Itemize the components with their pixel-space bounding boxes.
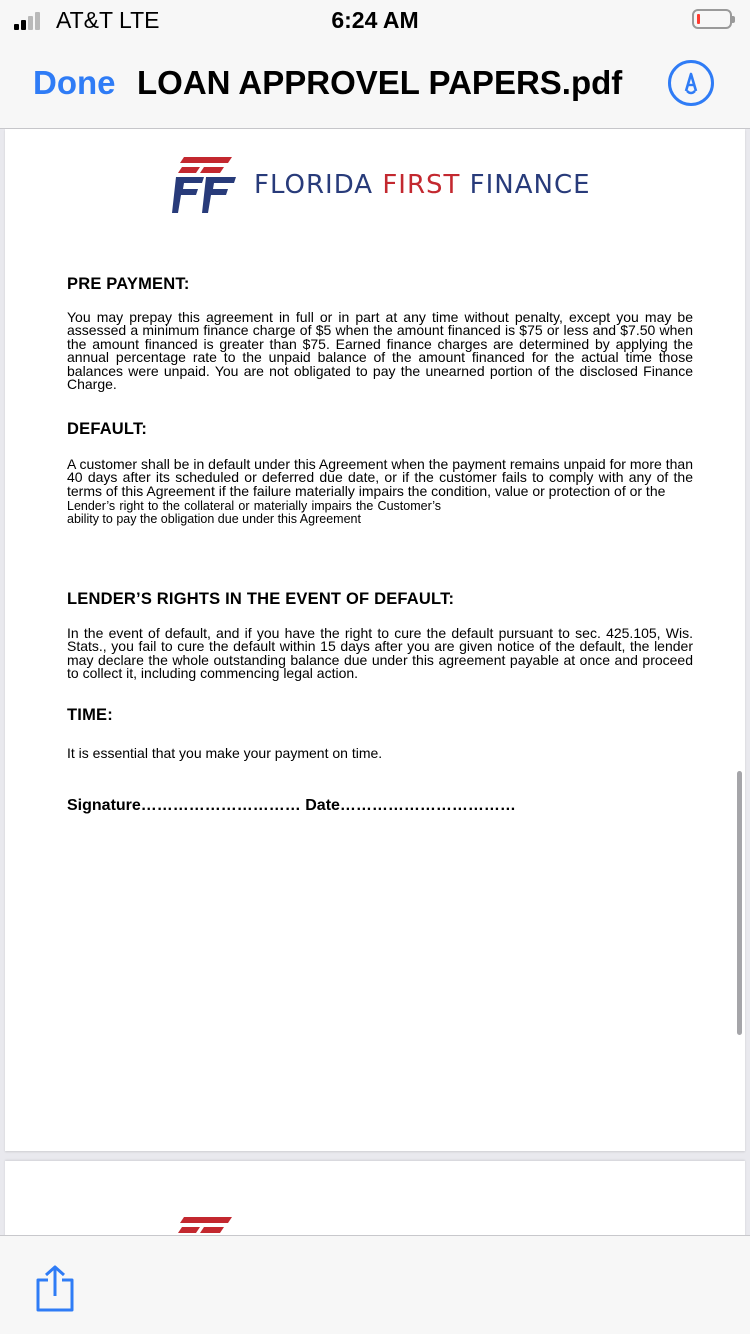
section-body-continued: Lender’s right to the collateral or materially impairs the Customer’s ability to pay the obligation due under this Agreement bbox=[67, 499, 441, 527]
company-name-first: FIRST bbox=[382, 170, 461, 200]
section-body: In the event of default, and if you have the right to cure the default pursuant to sec. 425.105, Wis. Stats., you fail to cure the default within 15 days after you are given notice of the default, the lender may declare the whole outstanding balance due under this agreement payable at once and proceed to collect it, including commencing legal action. bbox=[67, 625, 693, 682]
section-body: You may prepay this agreement in full or in part at any time without penalty, except you may be assessed a minimum finance charge of $5 when the amount financed is $75 or less and $7.50 when the amount financed is greater than $75. Earned finance charges are determined by applying the annual percentage rate to the unpaid balance of the amount financed for the actual time those balances were unpaid. You are not obligated to pay the unearned portion of the disclosed Finance Charge. bbox=[67, 309, 693, 393]
bottom-toolbar bbox=[0, 1235, 750, 1334]
company-name bbox=[254, 170, 591, 200]
markup-button[interactable] bbox=[668, 60, 714, 106]
section-body: It is essential that you make your payment on time. bbox=[67, 745, 383, 761]
share-button[interactable] bbox=[34, 1264, 76, 1314]
signature-area bbox=[67, 797, 693, 815]
section-time bbox=[67, 706, 693, 761]
florida-first-finance-logo-mark bbox=[170, 153, 242, 217]
section-default bbox=[67, 420, 693, 526]
carrier-label: AT&T LTE bbox=[56, 7, 160, 33]
company-name-florida: FLORIDA bbox=[254, 170, 374, 200]
navigation-bar bbox=[0, 40, 750, 129]
vertical-scrollbar[interactable] bbox=[737, 771, 742, 1035]
battery-icon bbox=[692, 9, 732, 29]
status-time: 6:24 AM bbox=[331, 7, 419, 33]
done-button[interactable]: Done bbox=[33, 64, 116, 101]
company-name-finance: FINANCE bbox=[469, 170, 591, 200]
signature-date-line: Signature………………………… Date…………………………… bbox=[67, 797, 516, 814]
document-title: LOAN APPROVEL PAPERS.pdf bbox=[137, 64, 623, 101]
battery-level bbox=[697, 14, 700, 24]
section-heading: PRE PAYMENT: bbox=[67, 275, 190, 293]
share-icon bbox=[34, 1264, 76, 1314]
section-heading: DEFAULT: bbox=[67, 420, 148, 438]
company-logo bbox=[170, 153, 591, 217]
markup-pen-icon bbox=[677, 68, 705, 98]
section-lenders-rights bbox=[67, 590, 693, 681]
section-heading: LENDER’S RIGHTS IN THE EVENT OF DEFAULT: bbox=[67, 590, 455, 608]
section-prepayment bbox=[67, 275, 693, 391]
section-heading: TIME: bbox=[67, 706, 113, 724]
document-scroll-area[interactable] bbox=[0, 129, 750, 1235]
section-body: A customer shall be in default under this Agreement when the payment remains unpaid for more than 40 days after its scheduled or deferred due date, or if the customer fails to comply with any of the terms of this Agreement if the failure materially impairs the condition, value or protection of or the bbox=[67, 456, 693, 499]
pdf-page bbox=[5, 129, 745, 1151]
status-bar bbox=[0, 0, 750, 40]
